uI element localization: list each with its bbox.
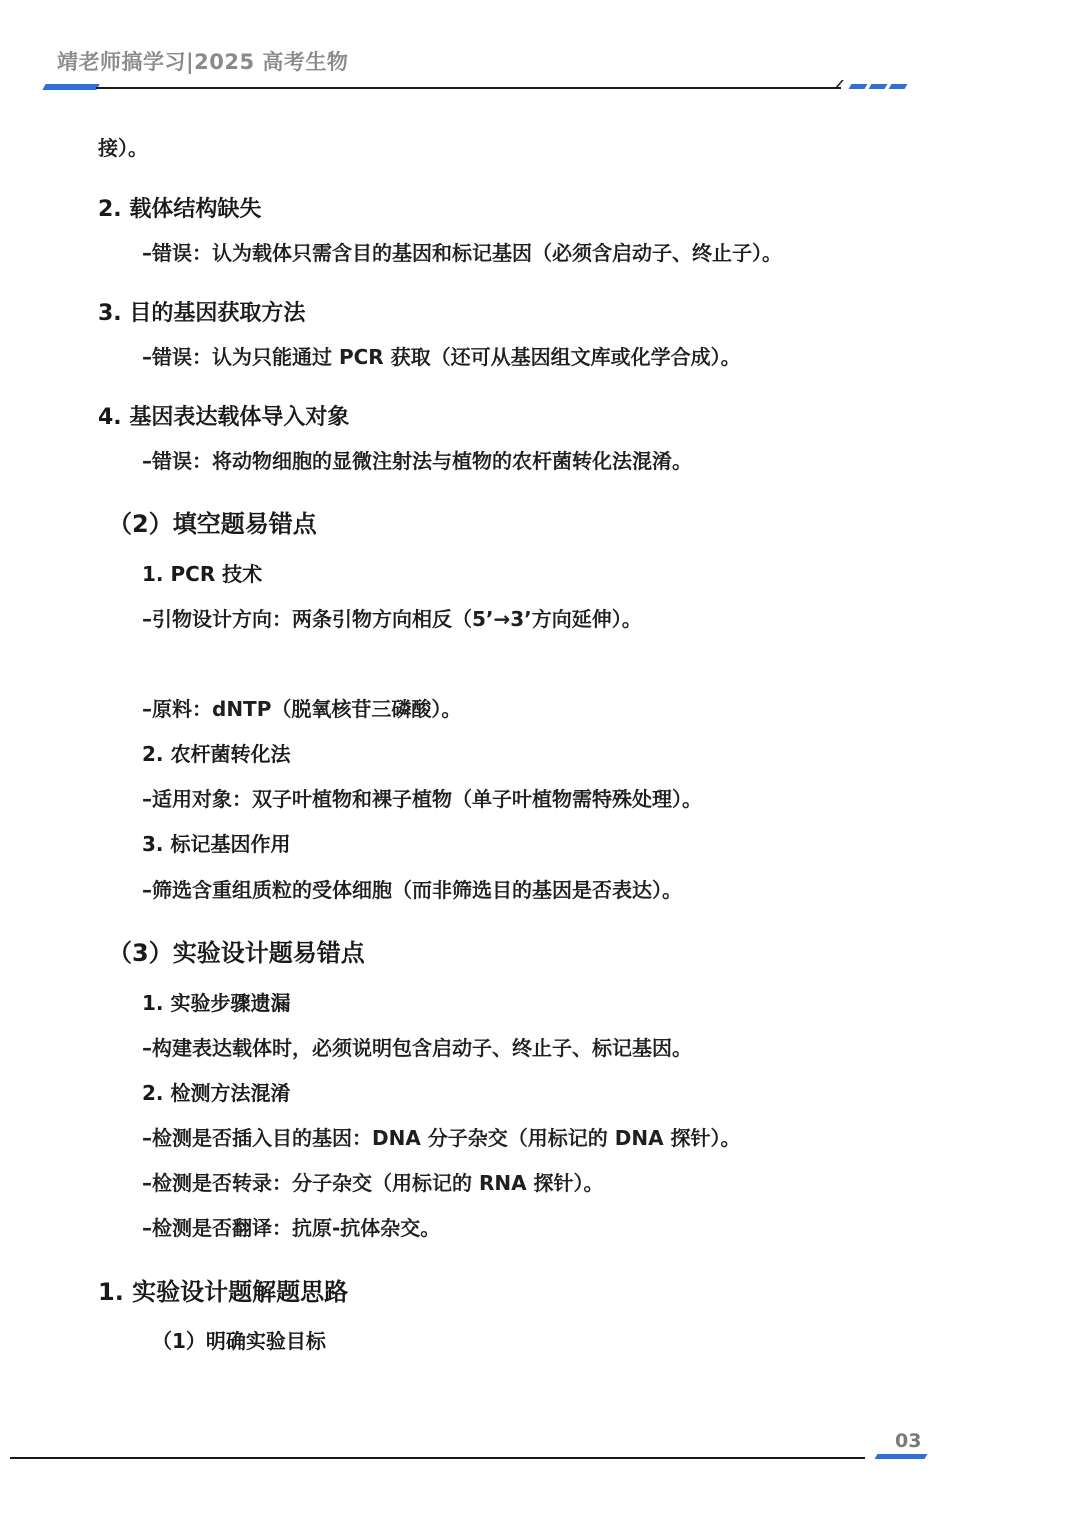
item-heading: 2. 载体结构缺失 <box>98 197 262 222</box>
item-text: –引物设计方向：两条引物方向相反（5’→3’方向延伸）。 <box>142 607 642 631</box>
header-divider <box>96 87 841 89</box>
sub-heading: 1. PCR 技术 <box>142 562 263 586</box>
sub-heading: 1. 实验步骤遗漏 <box>142 991 291 1015</box>
sub-heading: 2. 检测方法混淆 <box>142 1081 291 1105</box>
continued-text: 接）。 <box>98 136 148 160</box>
item-text: –原料：dNTP（脱氧核苷三磷酸）。 <box>142 697 462 721</box>
main-heading: 1. 实验设计题解题思路 <box>98 1278 349 1306</box>
sub-heading: （1）明确实验目标 <box>152 1329 326 1353</box>
item-text: –构建表达载体时，必须说明包含启动子、终止子、标记基因。 <box>142 1036 692 1060</box>
header-dash-3 <box>889 84 908 89</box>
section-heading: （3）实验设计题易错点 <box>108 939 365 967</box>
item-text: –错误：认为载体只需含目的基因和标记基因（必须含启动子、终止子）。 <box>142 241 782 265</box>
header-title: 靖老师搞学习|2025 高考生物 <box>57 50 349 74</box>
item-text: –错误：将动物细胞的显微注射法与植物的农杆菌转化法混淆。 <box>142 449 692 473</box>
section-heading: （2）填空题易错点 <box>108 510 317 538</box>
item-text: –检测是否转录：分子杂交（用标记的 RNA 探针）。 <box>142 1171 604 1195</box>
item-heading: 3. 目的基因获取方法 <box>98 301 306 326</box>
item-text: –适用对象：双子叶植物和裸子植物（单子叶植物需特殊处理）。 <box>142 787 702 811</box>
footer-divider <box>10 1457 865 1459</box>
item-text: –检测是否插入目的基因：DNA 分子杂交（用标记的 DNA 探针）。 <box>142 1126 741 1150</box>
item-text: –检测是否翻译：抗原-抗体杂交。 <box>142 1216 441 1240</box>
header-accent-bar <box>42 84 99 90</box>
item-text: –筛选含重组质粒的受体细胞（而非筛选目的基因是否表达）。 <box>142 878 682 902</box>
header-dash-1 <box>849 84 868 89</box>
item-heading: 4. 基因表达载体导入对象 <box>98 405 350 430</box>
sub-heading: 2. 农杆菌转化法 <box>142 742 291 766</box>
footer-accent-bar <box>875 1454 928 1459</box>
item-text: –错误：认为只能通过 PCR 获取（还可从基因组文库或化学合成）。 <box>142 345 741 369</box>
header-dash-2 <box>869 84 888 89</box>
page-number: 03 <box>895 1430 922 1452</box>
sub-heading: 3. 标记基因作用 <box>142 832 291 856</box>
